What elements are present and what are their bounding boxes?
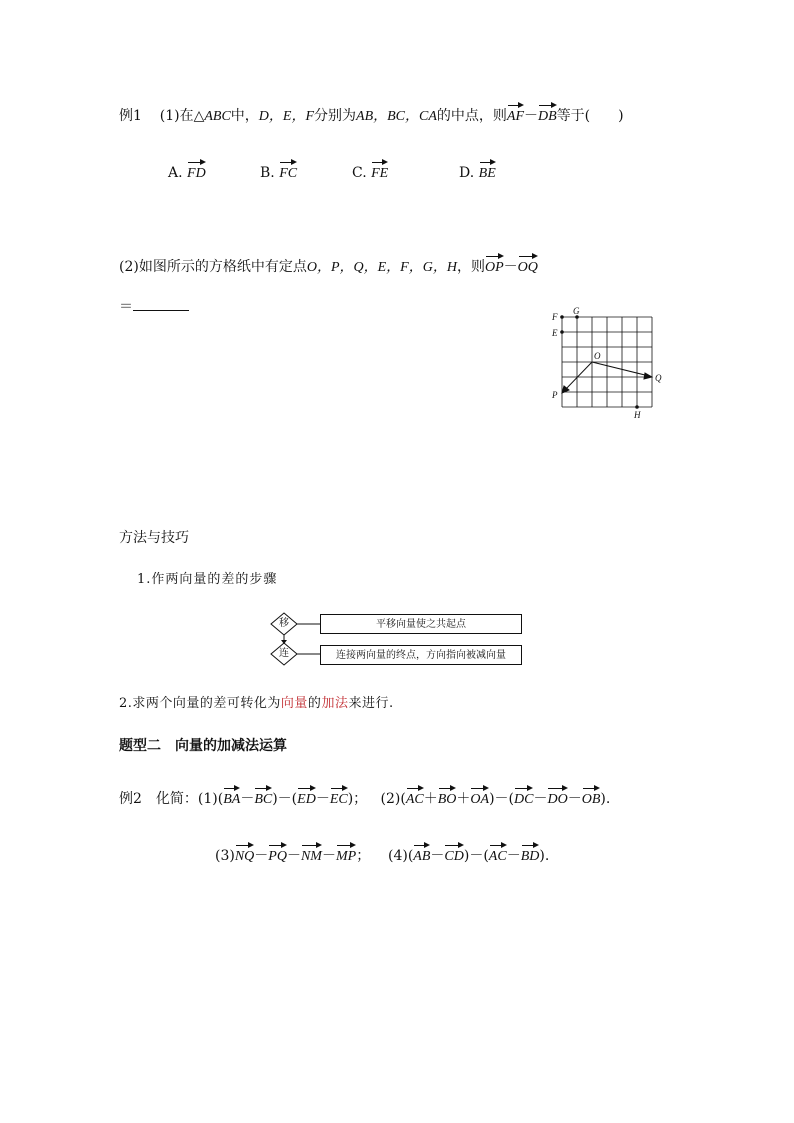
vector-ed: ED (297, 788, 316, 810)
minus-sign: － (524, 108, 539, 124)
minus-sign: － (286, 848, 301, 864)
plus-sign: ＋ (456, 791, 471, 807)
option-letter: A. (168, 165, 183, 181)
minus-sign: － (533, 791, 548, 807)
vector-op: OP (485, 256, 504, 278)
minus-sign: － (430, 848, 445, 864)
minus-sign: － (503, 259, 518, 275)
vector-nq: NQ (235, 845, 254, 867)
vector-af: AF (507, 105, 524, 127)
point-h (635, 405, 639, 409)
triangle-name: ABC (204, 109, 231, 124)
flow-tag-connect: 连 (279, 648, 289, 659)
grid-lines (562, 317, 652, 407)
ex1-text: 的中点，则 (436, 108, 507, 124)
option-letter: D. (459, 165, 475, 181)
flow-arrowhead (281, 640, 287, 644)
method-item1: 1.作两向量的差的步骤 (137, 572, 278, 587)
vector-bc: BC (254, 788, 272, 810)
vector-cd: CD (444, 845, 463, 867)
equals-sign: ＝ (119, 299, 133, 315)
vector-ac: AC (489, 845, 507, 867)
segment-names: AB，BC，CA (356, 109, 437, 124)
ex2-text: (3) (215, 848, 235, 864)
vector-oa: OA (470, 788, 489, 810)
vector-bo: BO (438, 788, 457, 810)
label-f: F (552, 312, 558, 322)
method-item2 (119, 694, 394, 714)
method-item2-text: 来进行. (348, 696, 394, 711)
method-item2-text: 的 (307, 696, 322, 711)
label-e: E (552, 328, 558, 338)
flow-step-1: 平移向量使之共起点 (320, 614, 522, 634)
label-p: P (552, 390, 558, 400)
ex2-text: ). (539, 848, 550, 864)
vector-dc: DC (514, 788, 533, 810)
ex2-text: )－( (463, 848, 489, 864)
vector-op-line (564, 362, 592, 391)
ex1-text: 等于( ) (556, 108, 624, 124)
ex2-text: (2)( (380, 791, 406, 807)
vector-oq-line (592, 362, 649, 376)
ex1-text: (1)在△ (159, 108, 205, 124)
ex2-text: )－( (272, 791, 298, 807)
ex2-text: ； (356, 848, 371, 864)
option-vector: FE (371, 162, 388, 184)
answer-blank[interactable] (133, 296, 189, 311)
minus-sign: － (254, 848, 269, 864)
ex1-label: 例1 (119, 108, 142, 124)
midpoint-names: D，E，F (258, 109, 315, 124)
vector-ba: BA (223, 788, 240, 810)
arrowhead-q (644, 373, 652, 379)
ex2-text: ). (600, 791, 611, 807)
method-title: 方法与技巧 (119, 530, 189, 546)
label-o: O (594, 351, 601, 361)
flow-step-2: 连接两向量的终点，方向指向被减向量 (320, 645, 522, 665)
option-letter: C. (352, 165, 367, 181)
minus-sign: － (567, 791, 582, 807)
ex1-question (119, 105, 624, 127)
flow-tag-move: 移 (279, 618, 289, 629)
ex2-line2 (215, 845, 549, 867)
vector-pq: PQ (268, 845, 287, 867)
minus-sign: － (506, 848, 521, 864)
grid-figure (550, 305, 690, 425)
ex1-text: 中， (230, 108, 259, 124)
option-vector: BE (479, 162, 496, 184)
option-c[interactable] (352, 162, 388, 184)
vector-mp: MP (336, 845, 356, 867)
vector-nm: NM (301, 845, 322, 867)
label-g: G (573, 306, 580, 316)
minus-sign: － (321, 848, 336, 864)
highlight-addition: 加法 (321, 696, 349, 711)
ex1-part2-text: ，则 (456, 259, 485, 275)
ex2-text: (4)( (388, 848, 414, 864)
option-letter: B. (260, 165, 275, 181)
highlight-vector: 向量 (280, 696, 308, 711)
minus-sign: － (315, 791, 330, 807)
ex2-line1 (119, 788, 610, 810)
vector-do: DO (547, 788, 567, 810)
vector-ab: AB (413, 845, 430, 867)
fixed-points: O，P，Q，E，F，G，H (306, 260, 457, 275)
ex2-label: 例2 化简： (119, 791, 198, 807)
answer-blank-line (119, 296, 189, 317)
ex2-text: )－( (489, 791, 515, 807)
ex1-text: 分别为 (314, 108, 357, 124)
ex1-part2 (119, 256, 538, 278)
label-q: Q (655, 373, 662, 383)
option-vector: FD (187, 162, 206, 184)
point-e (560, 330, 564, 334)
option-b[interactable] (260, 162, 297, 184)
option-d[interactable] (459, 162, 496, 184)
method-item2-text: 2.求两个向量的差可转化为 (119, 696, 281, 711)
vector-ob: OB (582, 788, 601, 810)
vector-ac: AC (406, 788, 424, 810)
ex2-text: (1)( (197, 791, 224, 807)
label-h: H (634, 410, 641, 420)
type2-title: 题型二 向量的加减法运算 (119, 738, 287, 754)
point-f (560, 315, 564, 319)
ex2-text: )； (347, 791, 368, 807)
option-vector: FC (279, 162, 297, 184)
ex1-part2-text: (2)如图所示的方格纸中有定点 (119, 259, 307, 275)
vector-bd: BD (521, 845, 540, 867)
vector-oq: OQ (518, 256, 538, 278)
vector-db: DB (538, 105, 557, 127)
plus-sign: ＋ (423, 791, 438, 807)
minus-sign: － (240, 791, 255, 807)
vector-ec: EC (330, 788, 348, 810)
option-a[interactable] (168, 162, 206, 184)
